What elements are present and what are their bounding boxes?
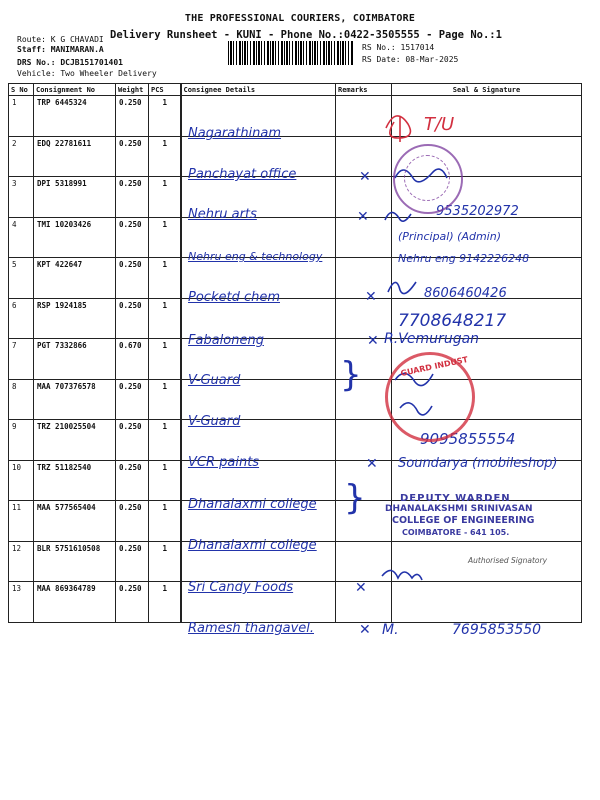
- cell-pcs: 1: [149, 541, 181, 582]
- tick-mark: ✕: [365, 289, 377, 305]
- cell-weight: 0.250: [116, 96, 149, 137]
- tick-mark: ✕: [367, 333, 379, 349]
- cell-pcs: 1: [149, 258, 181, 299]
- handwritten-consignee: V-Guard: [188, 414, 241, 429]
- tick-mark: ✕: [357, 209, 369, 225]
- cell-weight: 0.250: [116, 217, 149, 258]
- cell-pcs: 1: [149, 177, 181, 218]
- cell-pcs: 1: [149, 217, 181, 258]
- tick-mark: ✕: [359, 622, 371, 638]
- cell-sno: 1: [9, 96, 34, 137]
- cell-sno: 7: [9, 339, 34, 380]
- cell-consignment-no: TRP 6445324: [34, 96, 116, 137]
- rs-date: RS Date: 08-Mar-2025: [362, 55, 459, 64]
- principal-note: (Principal) (Admin): [398, 230, 501, 243]
- college-stamp-line3: COLLEGE OF ENGINEERING: [392, 515, 535, 526]
- signature-row1: [386, 116, 410, 142]
- cell-sno: 11: [9, 501, 34, 542]
- route-label: Route: K G CHAVADI: [17, 35, 104, 44]
- sign-row9: Soundarya (mobileshop): [398, 456, 558, 471]
- cell-pcs: 1: [149, 136, 181, 177]
- tick-mark: ✕: [355, 580, 367, 596]
- cell-sno: 4: [9, 217, 34, 258]
- cell-pcs: 1: [149, 379, 181, 420]
- cell-sno: 2: [9, 136, 34, 177]
- phone-row5: 8606460426: [424, 286, 507, 301]
- tick-mark: ✕: [359, 169, 371, 185]
- col-header-consignee: Consignee Details: [181, 84, 336, 96]
- cell-weight: 0.250: [116, 177, 149, 218]
- college-stamp-line4: COIMBATORE - 641 105.: [402, 528, 510, 537]
- tick-mark: ✕: [366, 456, 378, 472]
- cell-weight: 0.670: [116, 339, 149, 380]
- authorised-signatory: Authorised Signatory: [468, 556, 548, 565]
- college-stamp-line2: DHANALAKSHMI SRINIVASAN: [385, 504, 533, 514]
- handwritten-consignee: Sri Candy Foods: [188, 580, 294, 595]
- col-header-sno: S No: [9, 84, 34, 96]
- tu-note: T/U: [424, 114, 455, 135]
- cell-consignment-no: PGT 7332866: [34, 339, 116, 380]
- cell-pcs: 1: [149, 420, 181, 461]
- cell-weight: 0.250: [116, 582, 149, 623]
- cell-consignment-no: MAA 707376578: [34, 379, 116, 420]
- cell-weight: 0.250: [116, 298, 149, 339]
- college-stamp-line1: DEPUTY WARDEN: [400, 493, 511, 504]
- cell-pcs: 1: [149, 460, 181, 501]
- name-row6: R.Vemurugan: [384, 331, 480, 347]
- cell-consignment-no: KPT 422647: [34, 258, 116, 299]
- handwritten-consignee: Fabaloneng: [188, 333, 264, 348]
- handwritten-consignee: Pocketd chem: [188, 290, 280, 305]
- handwritten-consignee: Panchayat office: [188, 167, 297, 182]
- vehicle-label: Vehicle: Two Wheeler Delivery: [17, 69, 157, 78]
- cell-sno: 9: [9, 420, 34, 461]
- signature-row3: [385, 212, 411, 221]
- cell-weight: 0.250: [116, 420, 149, 461]
- cell-consignment-no: DPI 5318991: [34, 177, 116, 218]
- handwritten-consignee: Dhanalaxmi college: [188, 538, 317, 553]
- phone-row6: 7708648217: [398, 311, 507, 331]
- col-header-pcs: PCS: [149, 84, 181, 96]
- cell-consignment-no: MAA 869364789: [34, 582, 116, 623]
- vguard-seal-text: GUARD INDUST: [399, 354, 469, 379]
- cell-weight: 0.250: [116, 541, 149, 582]
- cell-pcs: 1: [149, 298, 181, 339]
- cell-consignment-no: TRZ 51182540: [34, 460, 116, 501]
- runsheet-subtitle: Delivery Runsheet - KUNI - Phone No.:0422-3505555 - Page No.:1: [110, 29, 502, 41]
- signature-row5: [388, 282, 416, 294]
- cell-consignment-no: TMI 10203426: [34, 217, 116, 258]
- company-title: THE PROFESSIONAL COURIERS, COIMBATORE: [184, 13, 416, 24]
- cell-consignment-no: BLR 5751610508: [34, 541, 116, 582]
- brace-mark: }: [340, 355, 362, 395]
- col-header-seal: Seal & Signature: [392, 84, 582, 96]
- cell-sno: 10: [9, 460, 34, 501]
- cell-sno: 6: [9, 298, 34, 339]
- cell-pcs: 1: [149, 96, 181, 137]
- cell-sno: 12: [9, 541, 34, 582]
- drs-label: DRS No.: DCJB151701401: [17, 58, 123, 67]
- cell-pcs: 1: [149, 339, 181, 380]
- cell-pcs: 1: [149, 501, 181, 542]
- cell-weight: 0.250: [116, 136, 149, 177]
- school-seal-inner: [404, 155, 450, 201]
- cell-sno: 8: [9, 379, 34, 420]
- handwritten-consignee: V-Guard: [188, 373, 241, 388]
- signature-row12: [382, 570, 422, 580]
- handwritten-consignee: VCR paints: [188, 455, 260, 470]
- phone-row13: 7695853550: [452, 622, 542, 638]
- cell-consignment-no: EDQ 22781611: [34, 136, 116, 177]
- cell-consignment-no: TRZ 210025504: [34, 420, 116, 461]
- staff-label: Staff: MANIMARAN.A: [17, 45, 104, 54]
- col-header-remarks: Remarks: [336, 84, 392, 96]
- handwritten-consignee: Dhanalaxmi college: [188, 497, 317, 512]
- cell-sno: 3: [9, 177, 34, 218]
- brace-mark: }: [344, 478, 366, 518]
- col-header-weight: Weight: [116, 84, 149, 96]
- cell-consignment-no: RSP 1924185: [34, 298, 116, 339]
- rs-number: RS No.: 1517014: [362, 43, 435, 52]
- cell-weight: 0.250: [116, 379, 149, 420]
- nehru-phone-note: Nehru eng 9142226248: [398, 252, 530, 265]
- cell-sno: 13: [9, 582, 34, 623]
- cell-weight: 0.250: [116, 501, 149, 542]
- phone-row9: 9095855554: [420, 430, 516, 448]
- col-header-consignment: Consignment No: [34, 84, 116, 96]
- sign-row13: M.: [382, 622, 399, 638]
- cell-weight: 0.250: [116, 460, 149, 501]
- handwritten-consignee: Nagarathinam: [188, 126, 282, 141]
- handwritten-consignee: Nehru eng & technology: [188, 250, 323, 263]
- cell-sno: 5: [9, 258, 34, 299]
- cell-consignment-no: MAA 577565404: [34, 501, 116, 542]
- cell-pcs: 1: [149, 582, 181, 623]
- cell-weight: 0.250: [116, 258, 149, 299]
- handwritten-consignee: Nehru arts: [188, 207, 257, 222]
- handwritten-consignee: Ramesh thangavel.: [188, 621, 315, 636]
- phone-row3: 9535202972: [436, 204, 519, 219]
